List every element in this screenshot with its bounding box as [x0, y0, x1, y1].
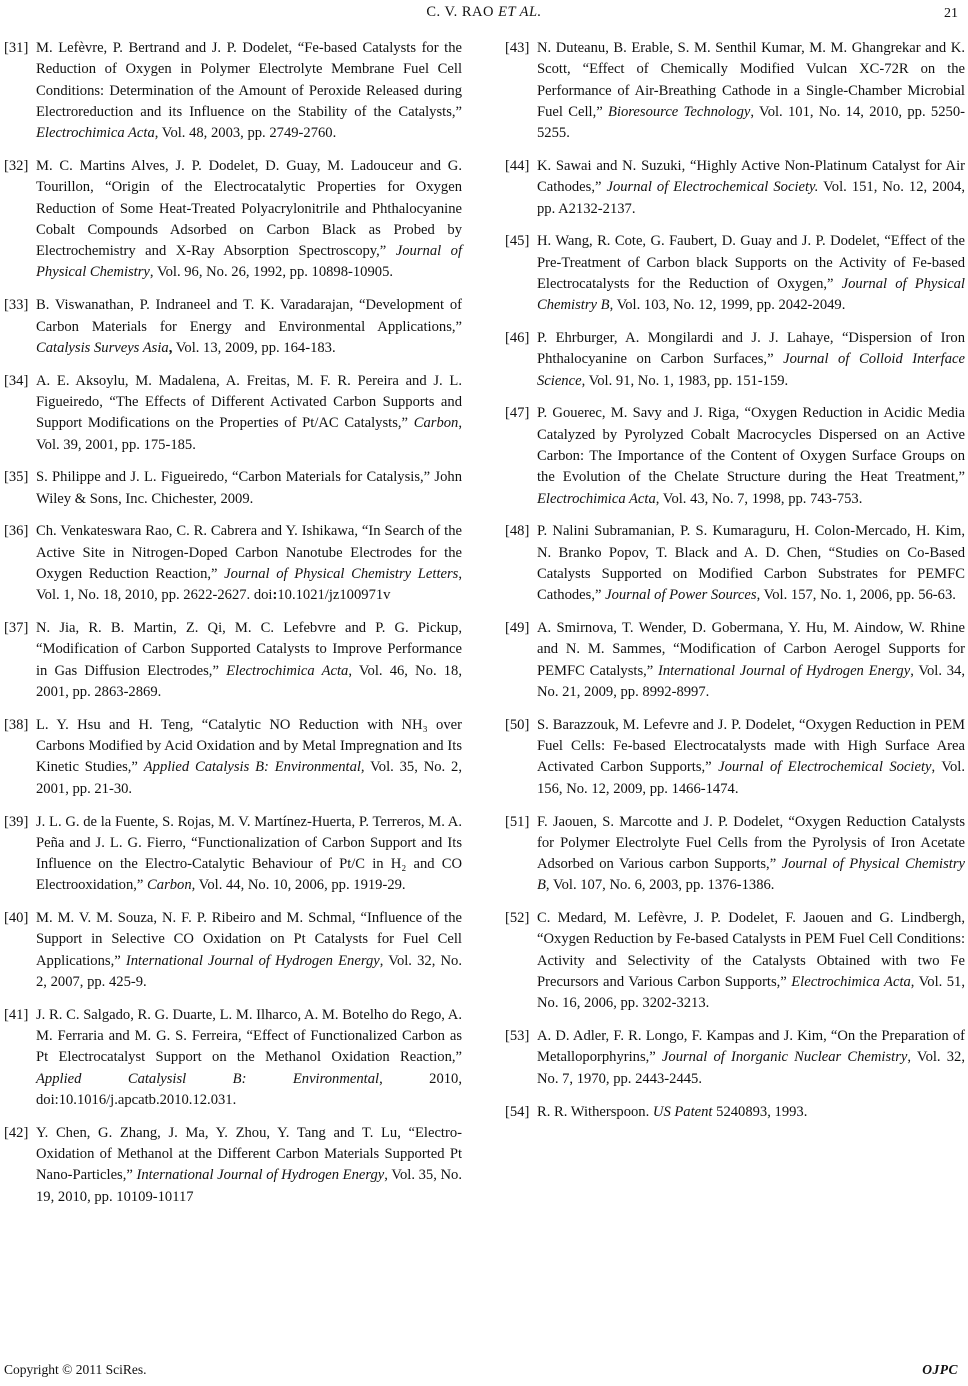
- reference-segment: , Vol. 156, No. 12, 2009, pp. 1466-1474.: [537, 759, 965, 797]
- reference-source-title: Journal of Physical Chemistry B: [537, 275, 965, 314]
- reference-text: [36, 38, 462, 144]
- reference-number: [33]: [4, 297, 29, 314]
- reference-text: [537, 908, 965, 1014]
- reference-text: [537, 521, 965, 606]
- reference-number: [45]: [505, 233, 530, 250]
- reference-segment: , Vol. 96, No. 26, 1992, pp. 10898-10905.: [149, 264, 394, 281]
- reference-source-title: Electrochimica Acta: [791, 974, 911, 991]
- reference-text: [537, 156, 965, 220]
- reference-item: [505, 618, 965, 703]
- reference-number: [43]: [505, 40, 530, 56]
- reference-segment: N. Duteanu, B. Erable, S. M. Senthil Kumar, M. M. Ghangrekar and K. Scott, “Effect of Chemically Modified Vulcan XC-72R on the Performance of Air-Breathing Cathode in a Single-Chamber Microbial Fuel Cell,”: [537, 40, 965, 120]
- reference-source-title: Catalysis Surveys Asia: [36, 339, 169, 356]
- reference-segment: M. Lefèvre, P. Bertrand and J. P. Dodelet, “Fe-based Catalysts for the Reduction of Oxygen in Polymer Electrolyte Membrane Fuel Cell Conditions: Determination of the Amount of Peroxide Released during Electroreduction and its Influence on the Stability of the Catalysts,”: [36, 40, 462, 120]
- reference-segment: Vol. 151, No. 12, 2004, pp. A2132-2137.: [537, 179, 965, 217]
- reference-segment: M. C. Martins Alves, J. P. Dodelet, D. Guay, M. Ladouceur and G. Tourillon, “Origin of the Electrocatalytic Properties for Oxygen Reduction of Some Heat-Treated Polyacrylonitrile and Phthalocyanine Cobalt Compounds Adsorbed on Carbon Black as Probed by Electrochemistry and X-Ray Absorption Spectroscopy,”: [36, 157, 462, 260]
- reference-item: [505, 231, 965, 316]
- reference-source-title: Journal of Electrochemical Society.: [606, 179, 819, 196]
- reference-segment: F. Jaouen, S. Marcotte and J. P. Dodelet, “Oxygen Reduction Catalysts for Polymer Electrolyte Fuel Cells from the Pyrolysis of Iron Acetate Adsorbed on Various carbon Supports,”: [537, 813, 965, 873]
- reference-segment: J. L. G. de la Fuente, S. Rojas, M. V. Martínez-Huerta, P. Terreros, M. A. Peña and J. L. G. Fierro, “Functionalization of Carbon Support and Its Influence on the Electro-Catalytic Behaviour of Pt/C in H₂ and CO Electrooxidation,”: [36, 813, 462, 894]
- reference-segment: P. Ehrburger, A. Mongilardi and J. J. Lahaye, “Dispersion of Iron Phthalocyanine on Carbon Surfaces,”: [537, 330, 965, 368]
- reference-item: [4, 371, 462, 456]
- reference-source-title: Carbon: [413, 415, 459, 432]
- reference-source-title: Bioresource Technology: [608, 103, 751, 120]
- reference-text: [537, 1026, 965, 1090]
- reference-segment: , Vol. 157, No. 1, 2006, pp. 56-63.: [756, 587, 956, 604]
- reference-text: [36, 715, 462, 800]
- reference-number: [34]: [4, 372, 29, 389]
- reference-item: [505, 1102, 965, 1123]
- reference-number: [32]: [4, 157, 29, 174]
- reference-segment: Ch. Venkateswara Rao, C. R. Cabrera and Y. Ishikawa, “In Search of the Active Site in Nitrogen-Doped Carbon Nanotube Electrodes for the Oxygen Reduction Reaction,”: [36, 523, 462, 583]
- reference-number: [52]: [505, 910, 530, 927]
- reference-segment: , Vol. 32, No. 2, 2007, pp. 425-9.: [36, 952, 463, 991]
- reference-text: [36, 908, 462, 993]
- reference-source-title: Electrochimica Acta: [36, 125, 155, 142]
- reference-text: [537, 231, 965, 316]
- reference-number: [36]: [4, 523, 29, 540]
- reference-item: [505, 715, 965, 800]
- reference-number: [54]: [505, 1103, 530, 1120]
- reference-segment: J. R. C. Salgado, R. G. Duarte, L. M. Ilharco, A. M. Botelho do Rego, A. M. Ferraria and M. G. S. Ferreira, “Effect of Functionalized Carbon as Pt Electrocatalyst Support on the Methanol Oxidation Reaction,”: [36, 1006, 462, 1066]
- reference-item: [4, 521, 462, 606]
- reference-number: [31]: [4, 40, 29, 56]
- reference-number: [38]: [4, 716, 29, 733]
- reference-item: [4, 1123, 462, 1208]
- reference-text: [36, 812, 462, 897]
- reference-segment: Vol. 13, 2009, pp. 164-183.: [172, 339, 336, 356]
- reference-number: [47]: [505, 405, 530, 422]
- reference-item: [4, 618, 462, 703]
- reference-number: [44]: [505, 157, 530, 174]
- reference-source-title: Journal of Physical Chemistry Letters: [224, 566, 459, 583]
- reference-item: [505, 1026, 965, 1090]
- reference-number: [50]: [505, 716, 530, 733]
- reference-text: [36, 156, 462, 284]
- reference-item: [4, 715, 462, 800]
- running-head-author: C. V. RAO: [426, 4, 494, 20]
- reference-item: [4, 467, 462, 510]
- reference-item: [4, 812, 462, 897]
- reference-text: [537, 618, 965, 703]
- reference-text: [537, 403, 965, 509]
- reference-source-title: Journal of Inorganic Nuclear Chemistry: [661, 1049, 908, 1066]
- reference-segment: , Vol. 103, No. 12, 1999, pp. 2042-2049.: [609, 297, 846, 314]
- reference-text: [36, 295, 462, 359]
- reference-source-title: Applied Catalysis B: Environmental,: [143, 759, 365, 776]
- reference-source-title: Applied Catalysisl B: Environmental: [36, 1070, 380, 1087]
- reference-segment: P. Nalini Subramanian, P. S. Kumaraguru, H. Colon-Mercado, H. Kim, N. Branko Popov, T. Black and A. D. Chen, “Studies on Co-Based Catalysts Supported on Modified Carbon Substrates for PEMFC Cathodes,”: [537, 523, 965, 604]
- reference-text: [537, 328, 965, 392]
- reference-segment: :: [272, 587, 278, 604]
- reference-segment: N. Jia, R. B. Martin, Z. Qi, M. C. Lefebvre and P. G. Pickup, “Modification of Carbon Supported Catalysts to Improve Performance in Gas Diffusion Electrodes,”: [36, 620, 462, 679]
- copyright-notice: Copyright © 2011 SciRes.: [4, 1362, 147, 1377]
- reference-segment: , Vol. 91, No. 1, 1983, pp. 151-159.: [581, 372, 789, 389]
- reference-segment: S. Philippe and J. L. Figueiredo, “Carbon Materials for Catalysis,” John Wiley & Sons, Inc. Chichester, 2009.: [36, 469, 462, 507]
- reference-item: [505, 812, 965, 897]
- reference-number: [51]: [505, 813, 530, 830]
- reference-text: [537, 1102, 965, 1123]
- reference-item: [505, 521, 965, 606]
- reference-text: [36, 1123, 462, 1208]
- references-left-column: [4, 38, 462, 1220]
- reference-source-title: Electrochimica Acta: [226, 662, 349, 679]
- reference-segment: , Vol. 107, No. 6, 2003, pp. 1376-1386.: [545, 877, 775, 894]
- reference-number: [40]: [4, 910, 29, 927]
- reference-segment: S. Barazzouk, M. Lefevre and J. P. Dodelet, “Oxygen Reduction in PEM Fuel Cells: Fe-based Electrocatalysts made with High Surface Area Activated Carbon Supports,”: [537, 716, 965, 776]
- reference-number: [42]: [4, 1124, 29, 1141]
- reference-item: [505, 908, 965, 1014]
- reference-item: [505, 403, 965, 509]
- page-footer: [0, 1362, 968, 1384]
- reference-text: [537, 812, 965, 897]
- reference-item: [505, 38, 965, 144]
- reference-source-title: Electrochimica Acta: [537, 490, 656, 507]
- reference-segment: P. Gouerec, M. Savy and J. Riga, “Oxygen Reduction in Acidic Media Catalyzed by Pyrolyzed Cobalt Macrocycles Dispersed on an Active Carbon: The Importance of the Content of Oxygen Surface Groups on the Evolution of the Chelate Structure during the Heat Treatment,”: [537, 405, 965, 486]
- reference-segment: , Vol. 48, 2003, pp. 2749-2760.: [154, 125, 337, 142]
- journal-abbreviation: OJPC: [922, 1362, 958, 1377]
- reference-text: [36, 1005, 462, 1111]
- reference-segment: B. Viswanathan, P. Indraneel and T. K. Varadarajan, “Development of Carbon Materials for Energy and Environmental Applications,”: [36, 297, 462, 335]
- reference-segment: ,: [168, 339, 173, 356]
- reference-segment: M. M. V. M. Souza, N. F. P. Ribeiro and M. Schmal, “Influence of the Support in Selective CO Oxidation on Pt Catalysts for Fuel Cell Applications,”: [36, 910, 462, 969]
- reference-text: [537, 715, 965, 800]
- reference-segment: , Vol. 32, No. 7, 1970, pp. 2443-2445.: [537, 1049, 965, 1087]
- reference-item: [505, 156, 965, 220]
- reference-number: [41]: [4, 1006, 29, 1023]
- reference-segment: , Vol. 46, No. 18, 2001, pp. 2863-2869.: [36, 662, 462, 701]
- reference-segment: A. Smirnova, T. Wender, D. Gobermana, Y. Hu, M. Aindow, W. Rhine and N. M. Sammes, “Modification of Carbon Aerogel Supports for PEMFC Catalysts,”: [537, 620, 965, 679]
- reference-segment: , 2010, doi:10.1016/j.apcatb.2010.12.031.: [36, 1070, 462, 1109]
- reference-segment: C. Medard, M. Lefèvre, J. P. Dodelet, F. Jaouen and G. Lindbergh, “Oxygen Reduction by Fe-based Catalysts in PEM Fuel Cell Conditions: Activity and Selectivity of the Catalysts Obtained with two Fe Precursors and Various Carbon Supports,”: [537, 910, 965, 991]
- reference-source-title: Journal of Colloid Interface Science: [537, 351, 965, 389]
- reference-segment: K. Sawai and N. Suzuki, “Highly Active Non-Platinum Catalyst for Air Cathodes,”: [537, 157, 965, 196]
- reference-text: [537, 38, 965, 144]
- reference-item: [4, 38, 462, 144]
- reference-number: [53]: [505, 1028, 530, 1045]
- reference-segment: 10.1021/jz100971v: [277, 587, 391, 604]
- reference-number: [39]: [4, 813, 29, 830]
- reference-source-title: International Journal of Hydrogen Energy: [136, 1167, 385, 1184]
- reference-number: [37]: [4, 620, 29, 637]
- page-header: [0, 0, 968, 34]
- reference-segment: A. D. Adler, F. R. Longo, F. Kampas and J. Kim, “On the Preparation of Metalloporphyrins,”: [537, 1028, 965, 1066]
- reference-text: [36, 521, 462, 606]
- reference-segment: 5240893, 1993.: [712, 1103, 808, 1120]
- reference-segment: Vol. 44, No. 10, 2006, pp. 1919-29.: [195, 877, 406, 894]
- reference-source-title: Journal of Electrochemical Society: [718, 759, 932, 776]
- reference-number: [35]: [4, 469, 29, 486]
- reference-segment: , Vol. 34, No. 21, 2009, pp. 8992-8997.: [537, 662, 965, 701]
- reference-segment: Vol. 35, No. 2, 2001, pp. 21-30.: [36, 759, 462, 797]
- reference-segment: , Vol. 101, No. 14, 2010, pp. 5250-5255.: [537, 103, 965, 142]
- page-number: 21: [944, 6, 958, 21]
- reference-segment: A. E. Aksoylu, M. Madalena, A. Freitas, M. F. R. Pereira and J. L. Figueiredo, “The Effects of Different Activated Carbon Supports and Support Modifications on the Properties of Pt/AC Catalysts,”: [36, 372, 462, 432]
- reference-segment: R. R. Witherspoon.: [537, 1103, 653, 1120]
- reference-number: [46]: [505, 330, 530, 347]
- reference-segment: , Vol. 43, No. 7, 1998, pp. 743-753.: [655, 490, 863, 507]
- reference-source-title: Journal of Physical Chemistry B: [537, 856, 965, 894]
- reference-text: [36, 618, 462, 703]
- reference-source-title: US Patent: [652, 1103, 713, 1120]
- reference-item: [4, 908, 462, 993]
- reference-item: [4, 295, 462, 359]
- running-head-etal: ET AL.: [498, 4, 542, 20]
- reference-source-title: Journal of Power Sources: [605, 587, 757, 604]
- reference-segment: H. Wang, R. Cote, G. Faubert, D. Guay and J. P. Dodelet, “Effect of the Pre-Treatment of Carbon black Supports on the Activity of Fe-based Electrocatalysts for the Reduction of Oxygen,”: [537, 233, 965, 292]
- reference-item: [505, 328, 965, 392]
- references-right-column: [505, 38, 965, 1134]
- reference-segment: , Vol. 51, No. 16, 2006, pp. 3202-3213.: [537, 974, 965, 1012]
- reference-segment: L. Y. Hsu and H. Teng, “Catalytic NO Reduction with NH₃ over Carbons Modified by Acid Oxidation and by Metal Impregnation and Its Kinetic Studies,”: [36, 716, 462, 776]
- running-head: [0, 4, 968, 21]
- reference-segment: Y. Chen, G. Zhang, J. Ma, Y. Zhou, Y. Tang and T. Lu, “Electro-Oxidation of Methanol at the Different Carbon Materials Supported Pt Nano-Particles,”: [36, 1124, 462, 1184]
- reference-source-title: Journal of Physical Chemistry: [36, 243, 463, 281]
- reference-item: [4, 156, 462, 284]
- reference-source-title: International Journal of Hydrogen Energy: [658, 662, 911, 679]
- reference-source-title: Carbon,: [147, 877, 196, 894]
- reference-source-title: International Journal of Hydrogen Energy: [125, 952, 380, 969]
- reference-text: [36, 371, 462, 456]
- reference-segment: , Vol. 35, No. 19, 2010, pp. 10109-10117: [36, 1167, 462, 1205]
- reference-item: [4, 1005, 462, 1111]
- reference-text: [36, 467, 462, 510]
- reference-number: [48]: [505, 523, 530, 540]
- reference-number: [49]: [505, 620, 530, 637]
- reference-segment: , Vol. 39, 2001, pp. 175-185.: [36, 415, 462, 453]
- reference-segment: , Vol. 1, No. 18, 2010, pp. 2622-2627. doi: [36, 566, 462, 604]
